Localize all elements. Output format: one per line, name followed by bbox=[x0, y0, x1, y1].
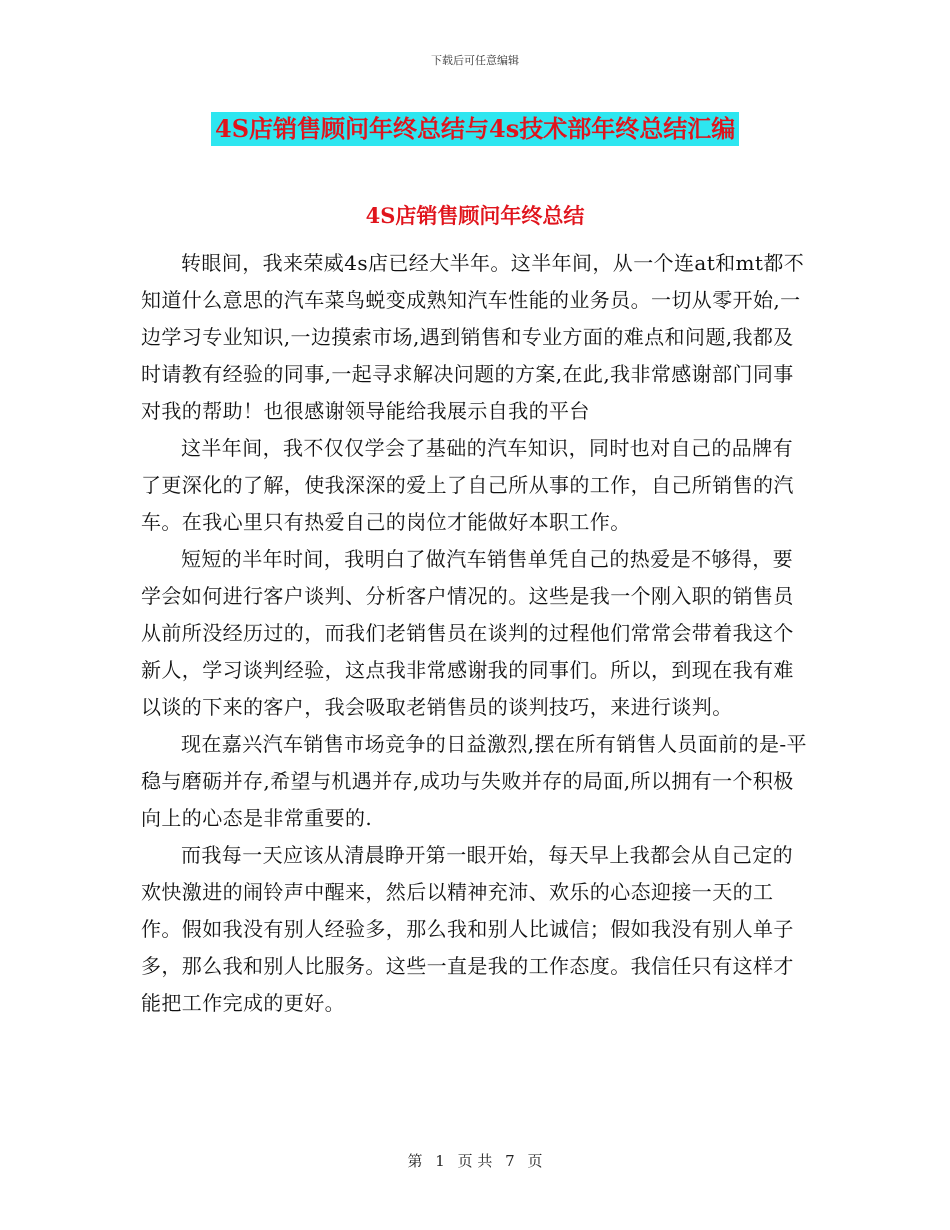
footer-suffix: 页 bbox=[527, 1152, 543, 1170]
footer-middle: 页 共 bbox=[457, 1152, 493, 1170]
paragraph: 现在嘉兴汽车销售市场竞争的日益激烈,摆在所有销售人员面前的是-平稳与磨砺并存,希望与机遇并存,成功与失败并存的局面,所以拥有一个积极向上的心态是非常重要的. bbox=[141, 732, 807, 830]
section-title: 4S店销售顾问年终总结 bbox=[365, 203, 585, 228]
footer-prefix: 第 bbox=[407, 1152, 423, 1170]
paragraph: 这半年间，我不仅仅学会了基础的汽车知识，同时也对自己的品牌有了更深化的了解，使我深深的爱上了自己所从事的工作，自己所销售的汽车。在我心里只有热爱自己的岗位才能做好本职工作。 bbox=[141, 436, 794, 534]
page-total: 7 bbox=[505, 1152, 515, 1170]
page-footer bbox=[0, 1150, 950, 1171]
header-note: 下载后可任意编辑 bbox=[431, 54, 519, 67]
paragraph: 转眼间，我来荣威4s店已经大半年。这半年间，从一个连at和mt都不知道什么意思的汽车菜鸟蜕变成熟知汽车性能的业务员。一切从零开始,一边学习专业知识,一边摸索市场,遇到销售和专业方面的难点和问题,我都及时请教有经验的同事,一起寻求解决问题的方案,在此,我非常感谢部门同事对我的帮助！也很感谢领导能给我展示自我的平台 bbox=[141, 251, 805, 423]
document-title: 4S店销售顾问年终总结与4s技术部年终总结汇编 bbox=[211, 112, 739, 146]
paragraph: 短短的半年时间，我明白了做汽车销售单凭自己的热爱是不够得，要学会如何进行客户谈判、分析客户情况的。这些是我一个刚入职的销售员从前所没经历过的，而我们老销售员在谈判的过程他们常常会带着我这个新人，学习谈判经验，这点我非常感谢我的同事们。所以，到现在我有难以谈的下来的客户，我会吸取老销售员的谈判技巧，来进行谈判。 bbox=[141, 547, 794, 719]
page-number: 1 bbox=[435, 1152, 445, 1170]
body-text bbox=[141, 245, 811, 1022]
paragraph: 而我每一天应该从清晨睁开第一眼开始，每天早上我都会从自己定的欢快激进的闹铃声中醒来，然后以精神充沛、欢乐的心态迎接一天的工作。假如我没有别人经验多，那么我和别人比诚信；假如我没有别人单子多，那么我和别人比服务。这些一直是我的工作态度。我信任只有这样才能把工作完成的更好。 bbox=[141, 843, 794, 1015]
